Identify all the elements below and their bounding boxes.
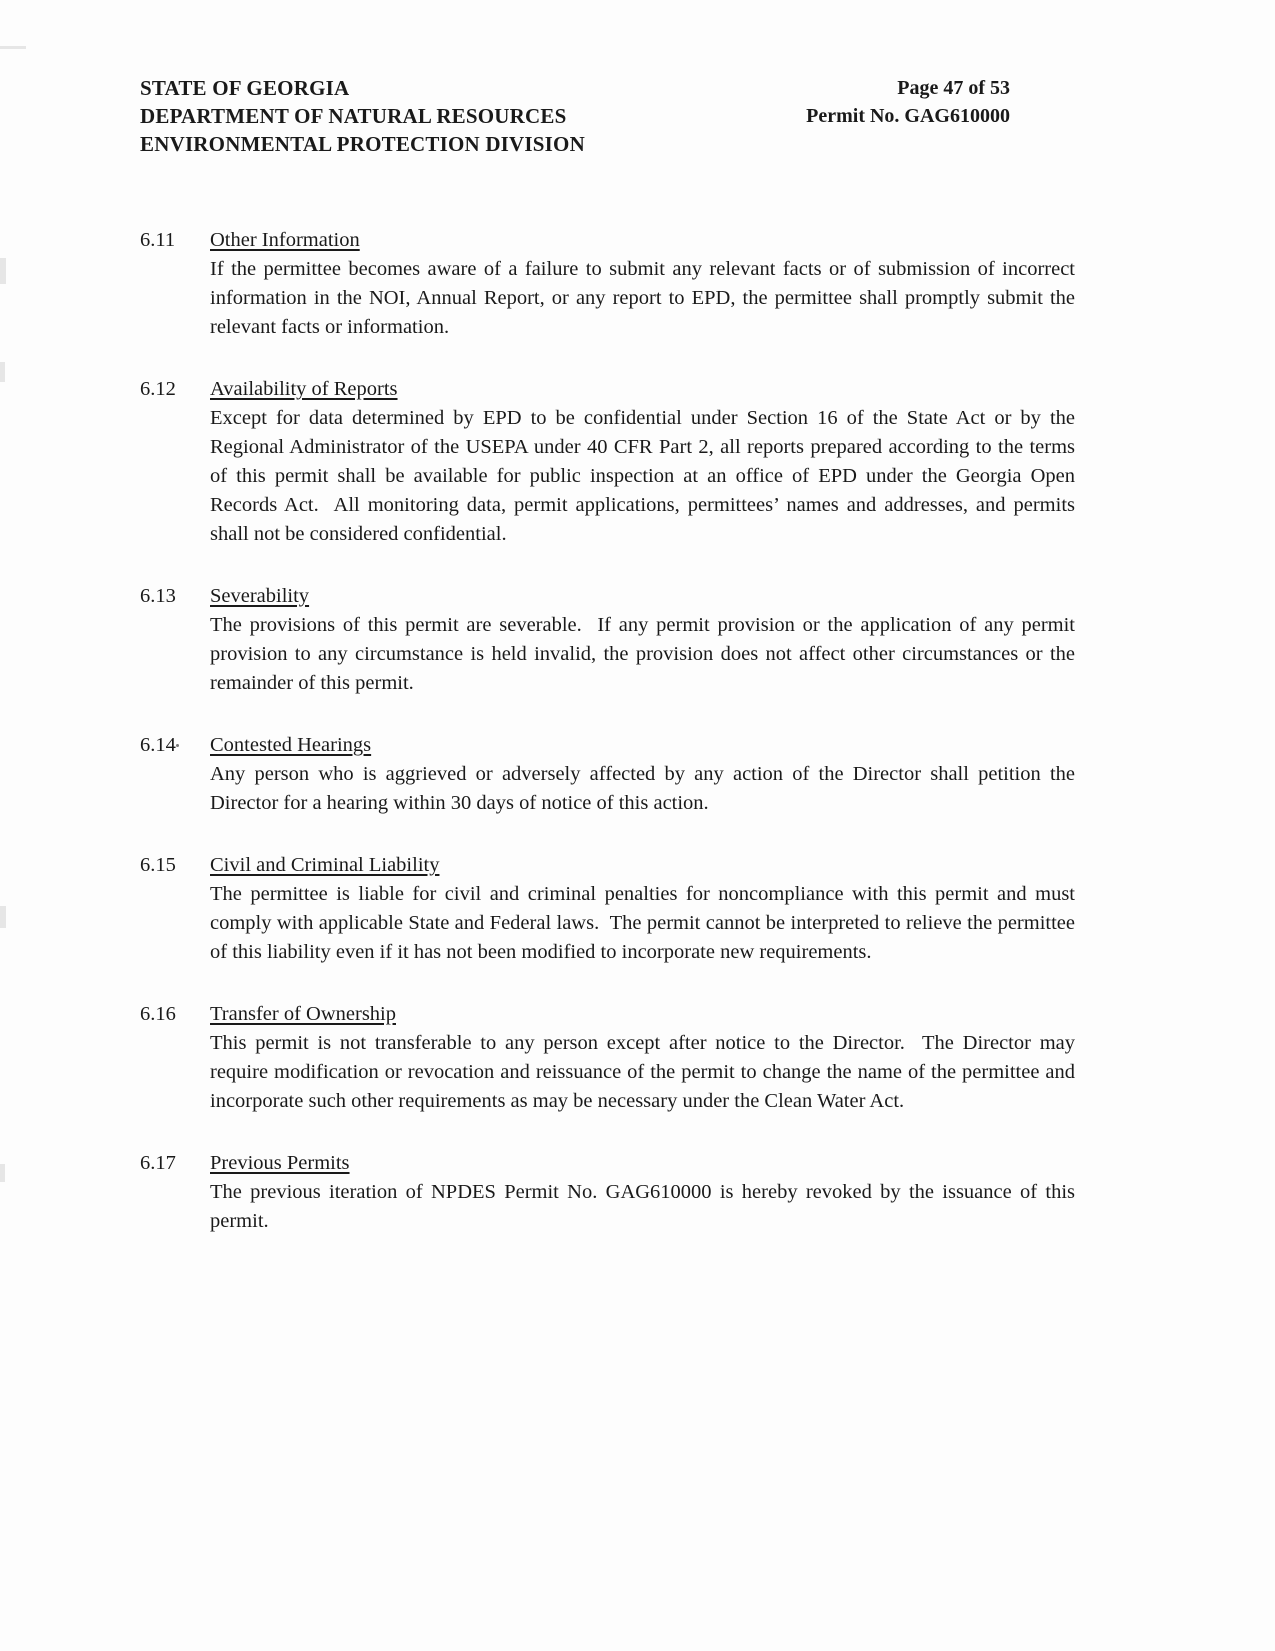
section-6-13 [140, 582, 1081, 698]
scan-artifact [0, 46, 26, 49]
section-title: Previous Permits [210, 1152, 350, 1174]
section-title: Availability of Reports [210, 378, 398, 400]
section-number: 6.15 [140, 854, 176, 876]
section-6-17 [140, 1149, 1081, 1236]
section-body: The permittee is liable for civil and criminal penalties for noncompliance with this permit and must comply with applicable State and Federal laws. The permit cannot be interpreted to relieve the permittee of this liability even if it has not been modified to incorporate new requirements. [210, 883, 1081, 963]
section-body: The previous iteration of NPDES Permit No. GAG610000 is hereby revoked by the issuance of this permit. [210, 1181, 1081, 1232]
agency-line-department: DEPARTMENT OF NATURAL RESOURCES [140, 104, 567, 128]
section-body: Except for data determined by EPD to be confidential under Section 16 of the State Act or by the Regional Administrator of the USEPA under 40 CFR Part 2, all reports prepared according to the terms of this permit shall be available for public inspection at an office of EPD under the Georgia Open Records Act. All monitoring data, permit applications, permittees’ names and addresses, and permits shall not be considered confidential. [210, 407, 1081, 545]
page-permit-header [806, 74, 1010, 158]
scan-artifact-dot [176, 744, 179, 747]
scan-artifact [0, 1164, 5, 1182]
section-title: Severability [210, 585, 310, 607]
section-6-14 [140, 731, 1081, 818]
sections-container [0, 158, 1275, 1236]
agency-line-state: STATE OF GEORGIA [140, 76, 350, 100]
section-number: 6.14 [140, 734, 176, 756]
section-number: 6.12 [140, 378, 176, 400]
scan-artifact [0, 258, 6, 284]
section-6-12 [140, 375, 1081, 549]
scan-artifact [0, 906, 6, 928]
section-6-16 [140, 1000, 1081, 1116]
section-body: If the permittee becomes aware of a failure to submit any relevant facts or of submission of incorrect information in the NOI, Annual Report, or any report to EPD, the permittee shall promptly submit the relevant facts or information. [210, 258, 1081, 338]
section-title: Contested Hearings [210, 734, 372, 756]
section-title: Transfer of Ownership [210, 1003, 396, 1025]
agency-header [140, 74, 585, 158]
section-body: Any person who is aggrieved or adversely affected by any action of the Director shall petition the Director for a hearing within 30 days of notice of this action. [210, 763, 1081, 814]
section-body: This permit is not transferable to any person except after notice to the Director. The Director may require modification or revocation and reissuance of the permit to change the name of the permittee and incorporate such other requirements as may be necessary under the Clean Water Act. [210, 1032, 1081, 1112]
section-number: 6.13 [140, 585, 176, 607]
section-body: The provisions of this permit are severable. If any permit provision or the application of any permit provision to any circumstance is held invalid, the provision does not affect other circumstances or the remainder of this permit. [210, 614, 1081, 694]
section-number: 6.11 [140, 229, 176, 251]
section-number: 6.16 [140, 1003, 176, 1025]
scan-artifact [0, 362, 5, 382]
section-number: 6.17 [140, 1152, 176, 1174]
agency-line-division: ENVIRONMENTAL PROTECTION DIVISION [140, 132, 585, 156]
section-title: Other Information [210, 229, 360, 251]
permit-number-label: Permit No. GAG610000 [806, 105, 1010, 127]
section-title: Civil and Criminal Liability [210, 854, 440, 876]
section-6-15 [140, 851, 1081, 967]
page-number-label: Page 47 of 53 [897, 77, 1010, 99]
page-header [0, 0, 1275, 158]
section-6-11 [140, 226, 1081, 342]
